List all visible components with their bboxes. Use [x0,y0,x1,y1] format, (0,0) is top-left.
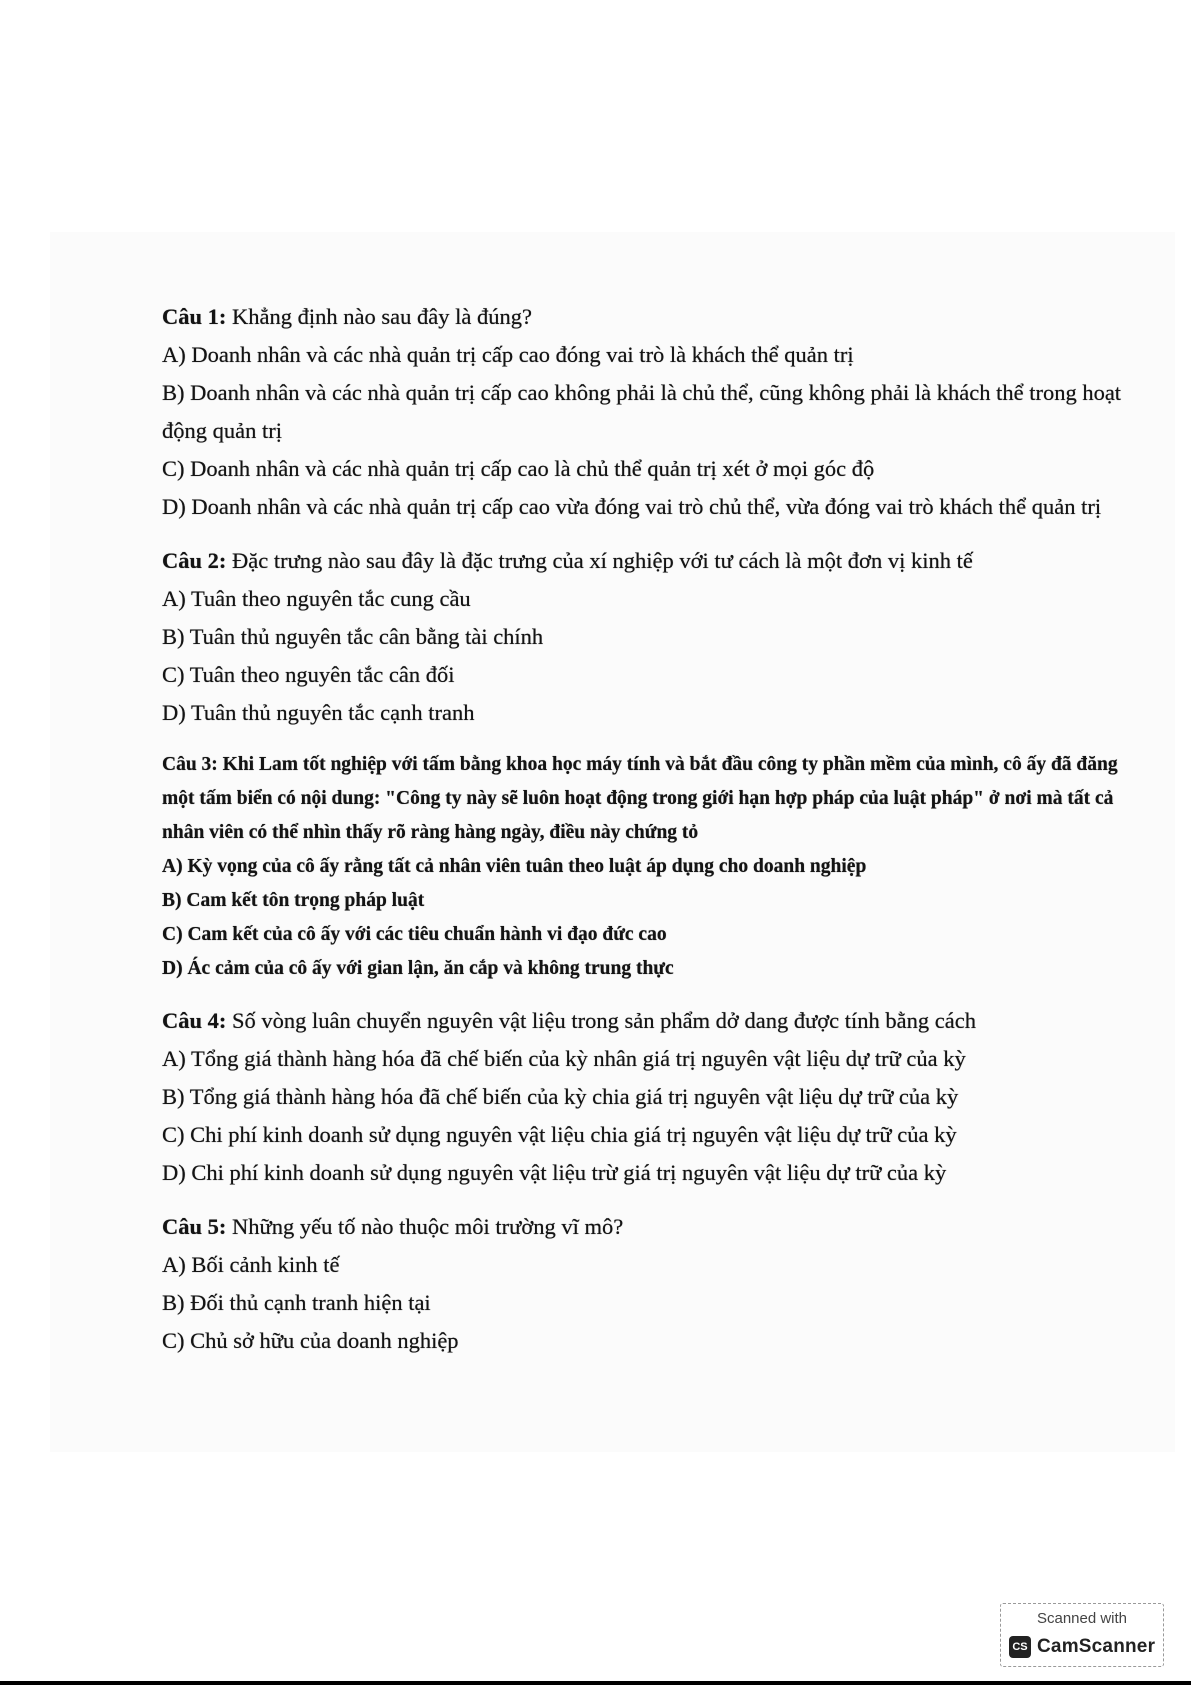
option-b: B) Đối thủ cạnh tranh hiện tại [162,1290,431,1315]
question-2 [162,542,1122,732]
question-text: Những yếu tố nào thuộc môi trường vĩ mô? [226,1214,624,1239]
option-b: B) Cam kết tôn trọng pháp luật [162,890,425,911]
exam-document [162,298,1122,1376]
option-a: A) Bối cảnh kinh tế [162,1252,340,1277]
question-5 [162,1208,1122,1360]
camscanner-brand: CamScanner [1037,1636,1156,1657]
question-3 [162,748,1122,986]
option-a: A) Tổng giá thành hàng hóa đã chế biến của kỳ nhân giá trị nguyên vật liệu dự trữ của kỳ [162,1046,966,1071]
question-text: Khi Lam tốt nghiệp với tấm bằng khoa học máy tính và bắt đầu công ty phần mềm của mình, cô ấy đã đăng một tấm biển có nội dung: "Công ty này sẽ luôn hoạt động trong giới hạn hợp pháp của luật pháp" ở nơi mà tất cả nhân viên có thể nhìn thấy rõ ràng hàng ngày, điều này chứng tỏ [162,754,1118,843]
option-c: C) Chủ sở hữu của doanh nghiệp [162,1328,459,1353]
camscanner-badge [1000,1603,1164,1667]
question-text: Đặc trưng nào sau đây là đặc trưng của xí nghiệp với tư cách là một đơn vị kinh tế [226,548,973,573]
option-a: A) Tuân theo nguyên tắc cung cầu [162,586,471,611]
option-d: D) Chi phí kinh doanh sử dụng nguyên vật liệu trừ giá trị nguyên vật liệu dự trữ của kỳ [162,1160,947,1185]
option-c: C) Chi phí kinh doanh sử dụng nguyên vật liệu chia giá trị nguyên vật liệu dự trữ của kỳ [162,1122,957,1147]
question-label: Câu 5: [162,1214,227,1239]
bottom-border [0,1681,1191,1685]
question-label: Câu 4: [162,1008,227,1033]
option-b: B) Doanh nhân và các nhà quản trị cấp cao không phải là chủ thể, cũng không phải là khách thể trong hoạt động quản trị [162,380,1122,443]
question-4 [162,1002,1122,1192]
question-text: Số vòng luân chuyển nguyên vật liệu trong sản phẩm dở dang được tính bằng cách [226,1008,976,1033]
option-b: B) Tuân thủ nguyên tắc cân bằng tài chính [162,624,544,649]
question-label: Câu 3: [162,754,218,775]
option-b: B) Tổng giá thành hàng hóa đã chế biến của kỳ chia giá trị nguyên vật liệu dự trữ của kỳ [162,1084,959,1109]
question-label: Câu 2: [162,548,227,573]
question-label: Câu 1: [162,304,227,329]
option-d: D) Tuân thủ nguyên tắc cạnh tranh [162,700,475,725]
option-c: C) Cam kết của cô ấy với các tiêu chuẩn hành vi đạo đức cao [162,924,667,945]
option-c: C) Doanh nhân và các nhà quản trị cấp cao là chủ thể quản trị xét ở mọi góc độ [162,456,875,481]
camscanner-logo-icon: CS [1009,1636,1031,1658]
option-a: A) Kỳ vọng của cô ấy rằng tất cả nhân viên tuân theo luật áp dụng cho doanh nghiệp [162,856,867,877]
option-a: A) Doanh nhân và các nhà quản trị cấp cao đóng vai trò là khách thể quản trị [162,342,854,367]
option-d: D) Ác cảm của cô ấy với gian lận, ăn cắp và không trung thực [162,958,674,979]
question-1 [162,298,1122,526]
option-d: D) Doanh nhân và các nhà quản trị cấp cao vừa đóng vai trò chủ thể, vừa đóng vai trò khách thể quản trị [162,494,1102,519]
question-text: Khẳng định nào sau đây là đúng? [226,304,532,329]
scanned-with-text: Scanned with [1036,1610,1128,1627]
option-c: C) Tuân theo nguyên tắc cân đối [162,662,455,687]
